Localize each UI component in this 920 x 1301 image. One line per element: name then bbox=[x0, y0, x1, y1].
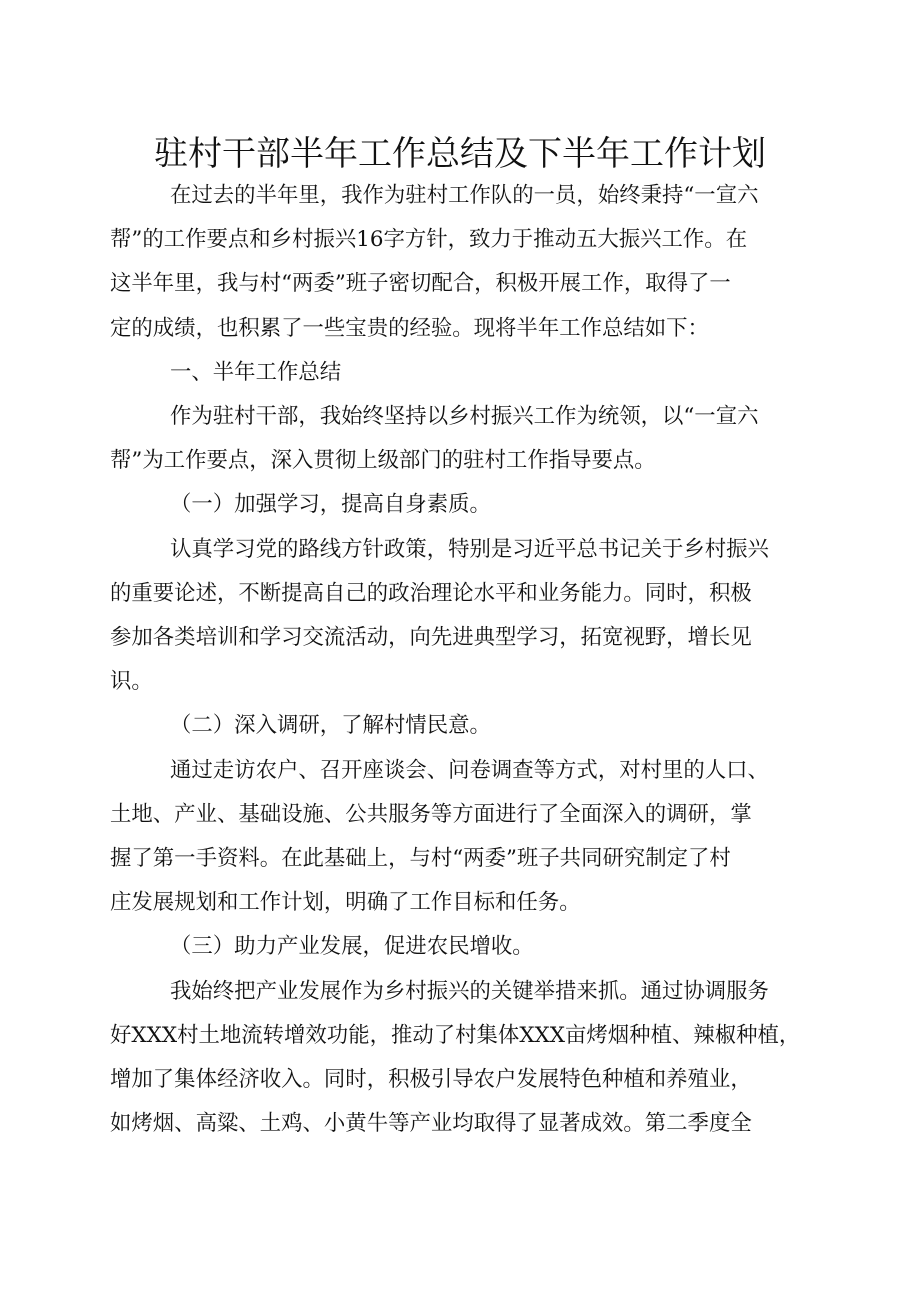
text-line: （二）深入调研，了解村情民意。 bbox=[170, 713, 491, 739]
text-line: 的重要论述，不断提高自己的政治理论水平和业务能力。同时，积极 bbox=[110, 580, 752, 606]
text-line: 增加了集体经济收入。同时，积极引导农户发展特色种植和养殖业， bbox=[110, 1067, 752, 1092]
text-line: 土地、产业、基础设施、公共服务等方面进行了全面深入的调研，掌 bbox=[110, 801, 752, 827]
text-line: 帮”的工作要点和乡村振兴16字方针，致力于推动五大振兴工作。在 bbox=[110, 227, 748, 253]
text-line: 握了第一手资料。在此基础上，与村“两委”班子共同研究制定了村 bbox=[110, 846, 731, 871]
text-line: （一）加强学习，提高自身素质。 bbox=[170, 492, 491, 518]
text-line: 定的成绩，也积累了一些宝贵的经验。现将半年工作总结如下： bbox=[110, 315, 709, 341]
document-title: 驻村干部半年工作总结及下半年工作计划 bbox=[154, 134, 766, 174]
text-line: 庄发展规划和工作计划，明确了工作目标和任务。 bbox=[110, 890, 581, 916]
text-line: 帮”为工作要点，深入贯彻上级部门的驻村工作指导要点。 bbox=[110, 448, 656, 474]
text-line: 参加各类培训和学习交流活动，向先进典型学习，拓宽视野，增长见 bbox=[110, 625, 752, 650]
text-line: 一、半年工作总结 bbox=[170, 359, 342, 385]
text-line: 识。 bbox=[110, 669, 153, 695]
text-line: 我始终把产业发展作为乡村振兴的关键举措来抓。通过协调服务 bbox=[170, 978, 769, 1004]
text-line: （三）助力产业发展，促进农民增收。 bbox=[170, 934, 534, 960]
text-line: 在过去的半年里，我作为驻村工作队的一员，始终秉持“一宣六 bbox=[170, 183, 759, 208]
text-line: 通过走访农户、召开座谈会、问卷调查等方式，对村里的人口、 bbox=[170, 757, 769, 783]
text-line: 好XXX村土地流转增效功能，推动了村集体XXX亩烤烟种植、辣椒种植， bbox=[110, 1022, 801, 1048]
text-line: 认真学习党的路线方针政策，特别是习近平总书记关于乡村振兴 bbox=[170, 536, 769, 562]
text-line: 这半年里，我与村“两委”班子密切配合，积极开展工作，取得了一 bbox=[110, 271, 731, 297]
text-line: 如烤烟、高粱、土鸡、小黄牛等产业均取得了显著成效。第二季度全 bbox=[110, 1111, 752, 1137]
text-line: 作为驻村干部，我始终坚持以乡村振兴工作为统领，以“一宣六 bbox=[170, 404, 759, 429]
